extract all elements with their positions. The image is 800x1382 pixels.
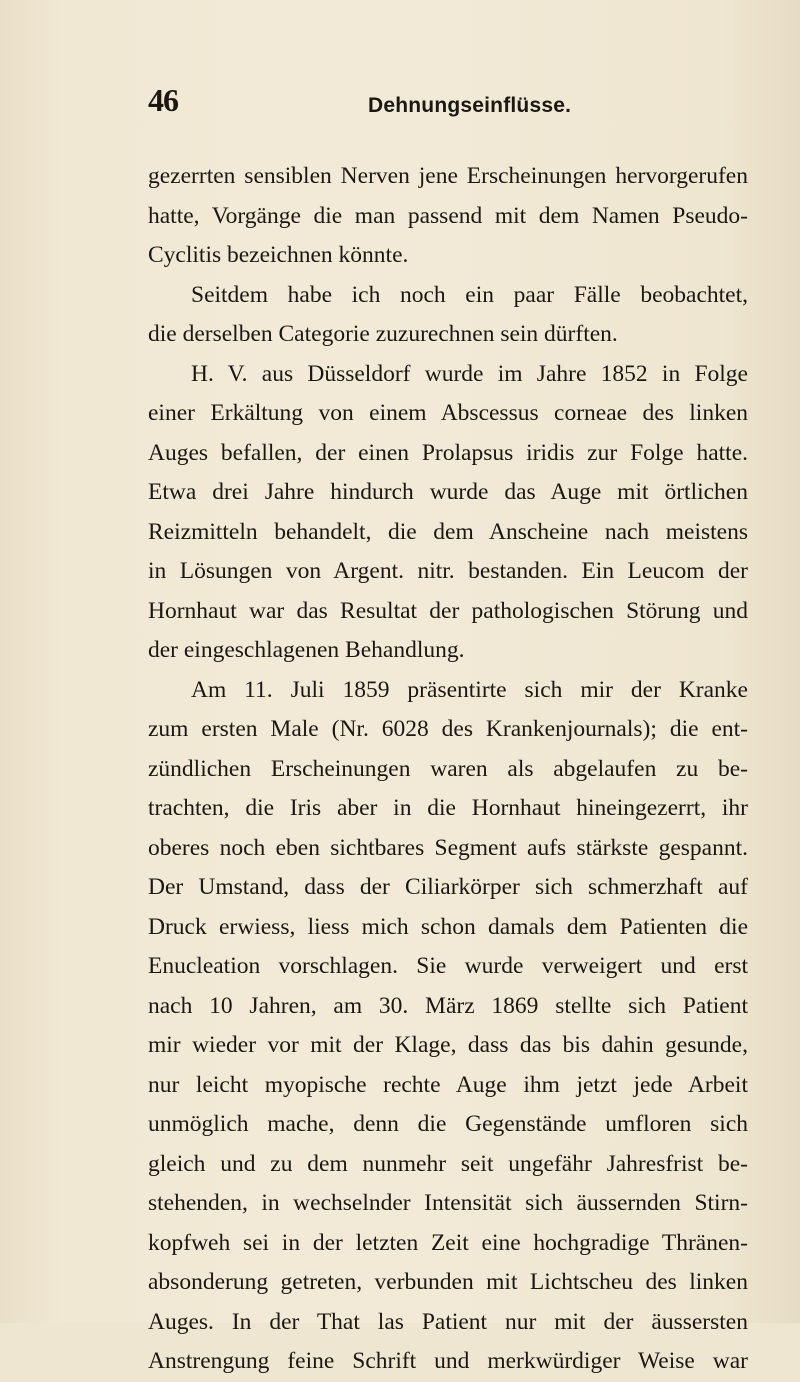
text-line: absonderung getreten, verbunden mit Lichtscheu des linken xyxy=(148,1269,748,1295)
text-line: einer Erkältung von einem Abscessus corneae des linken xyxy=(148,400,748,426)
text-line: der eingeschlagenen Behandlung. xyxy=(148,637,465,663)
text-line: nach 10 Jahren, am 30. März 1869 stellte sich Patient xyxy=(148,992,748,1019)
text-line: trachten, die Iris aber in die Hornhaut hineingezerrt, ihr xyxy=(148,795,748,821)
text-line: Auges befallen, der einen Prolapsus iridis zur Folge hatte. xyxy=(148,439,748,466)
text-line: Auges. In der That las Patient nur mit der äussersten xyxy=(148,1308,748,1335)
text-line: die derselben Categorie zuzurechnen sein dürften. xyxy=(148,321,618,347)
text-line: zündlichen Erscheinungen waren als abgelaufen zu be- xyxy=(148,755,748,782)
text-line: mir wieder vor mit der Klage, dass das bis dahin gesunde, xyxy=(148,1032,748,1058)
text-line: Hornhaut war das Resultat der pathologischen Störung und xyxy=(148,597,748,624)
text-line: oberes noch eben sichtbares Segment aufs stärkste gespannt. xyxy=(148,834,748,861)
page-header xyxy=(148,82,748,122)
text-line: Cyclitis bezeichnen könnte. xyxy=(148,242,409,268)
text-line: gleich und zu dem nunmehr seit ungefähr Jahresfrist be- xyxy=(148,1150,748,1177)
running-head: Dehnungseinflüsse. xyxy=(368,94,572,117)
text-line: Reizmitteln behandelt, die dem Anscheine nach meistens xyxy=(148,518,748,545)
text-line: Enucleation vorschlagen. Sie wurde verweigert und erst xyxy=(148,953,748,979)
body-text xyxy=(148,157,748,1382)
text-line: in Lösungen von Argent. nitr. bestanden. Ein Leucom der xyxy=(148,558,748,584)
text-line: kopfweh sei in der letzten Zeit eine hochgradige Thränen- xyxy=(148,1229,748,1256)
text-line: Der Umstand, dass der Ciliarkörper sich schmerzhaft auf xyxy=(148,874,748,900)
text-line: hatte, Vorgänge die man passend mit dem Namen Pseudo- xyxy=(148,202,748,229)
page-number: 46 xyxy=(148,82,178,118)
text-line: Anstrengung feine Schrift und merkwürdiger Weise war xyxy=(148,1348,748,1374)
text-line: H. V. aus Düsseldorf wurde im Jahre 1852 in Folge xyxy=(191,360,748,387)
text-line: zum ersten Male (Nr. 6028 des Krankenjournals); die ent- xyxy=(148,716,748,742)
text-line: Seitdem habe ich noch ein paar Fälle beobachtet, xyxy=(191,281,748,308)
text-line: Am 11. Juli 1859 präsentirte sich mir der Kranke xyxy=(191,676,748,703)
text-line: stehenden, in wechselnder Intensität sich äussernden Stirn- xyxy=(148,1190,748,1216)
text-line: Druck erwiess, liess mich schon damals dem Patienten die xyxy=(148,913,748,940)
text-line: unmöglich mache, denn die Gegenstände umfloren sich xyxy=(148,1111,748,1137)
text-line: Etwa drei Jahre hindurch wurde das Auge mit örtlichen xyxy=(148,479,748,505)
text-line: nur leicht myopische rechte Auge ihm jetzt jede Arbeit xyxy=(148,1071,748,1098)
text-line: gezerrten sensiblen Nerven jene Erscheinungen hervorgerufen xyxy=(148,163,748,189)
